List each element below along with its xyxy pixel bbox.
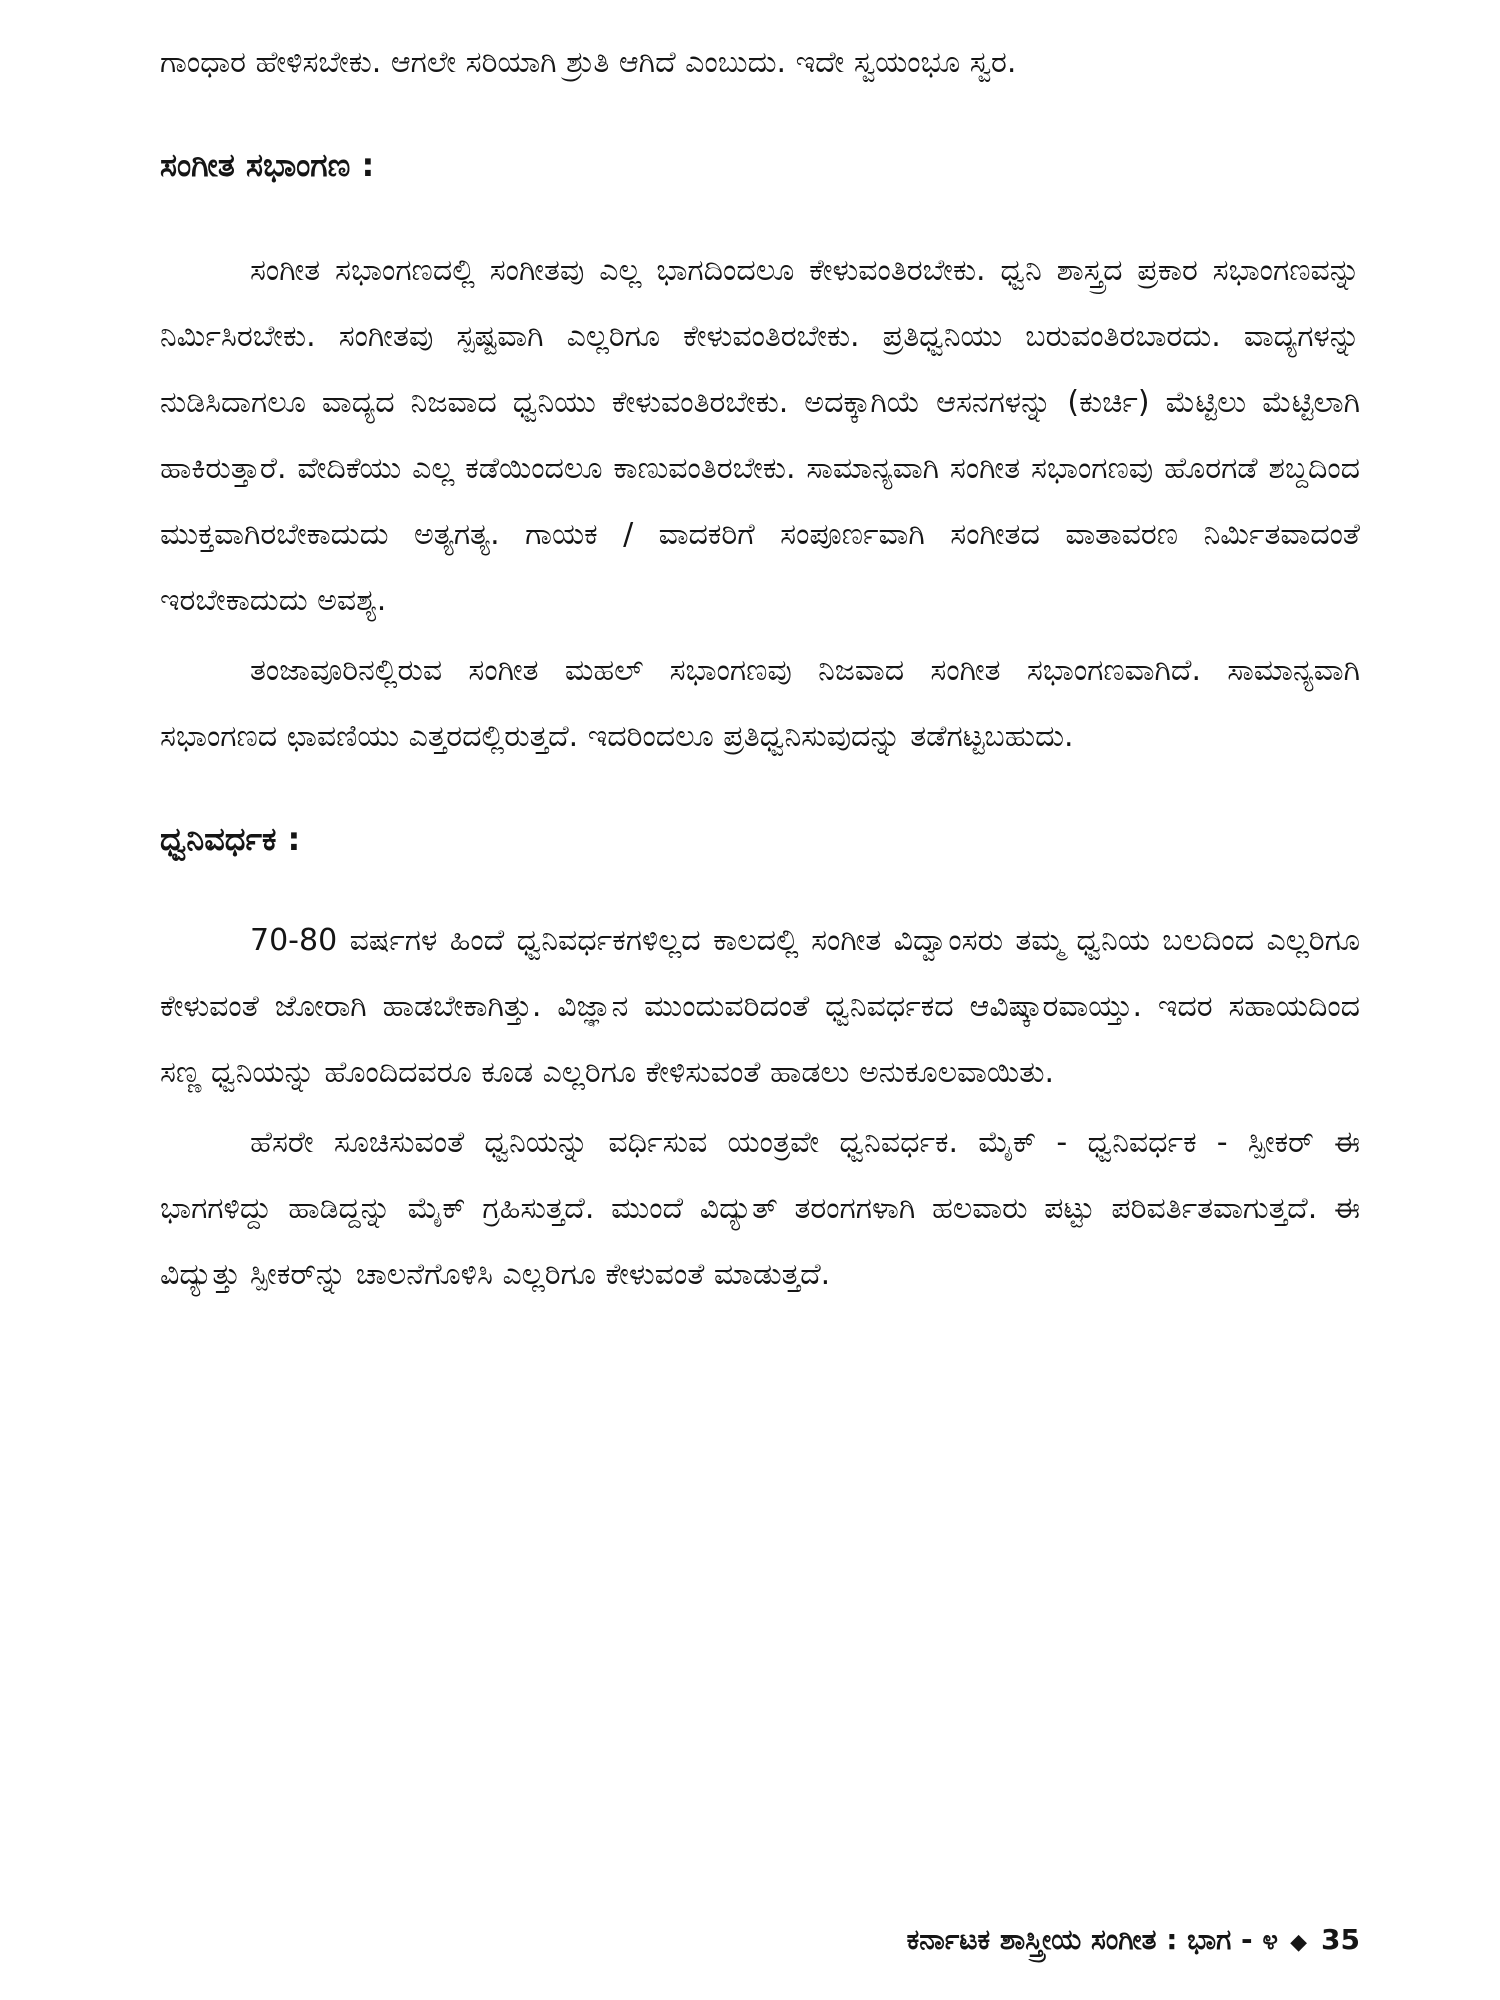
diamond-icon: ◆ <box>1290 1930 1308 1955</box>
page-footer <box>907 1920 1360 1963</box>
page-number: 35 <box>1321 1923 1360 1956</box>
paragraph: ತಂಜಾವೂರಿನಲ್ಲಿರುವ ಸಂಗೀತ ಮಹಲ್ ಸಭಾಂಗಣವು ನಿಜವಾದ ಸಂಗೀತ ಸಭಾಂಗಣವಾಗಿದೆ. ಸಾಮಾನ್ಯವಾಗಿ ಸಭಾಂಗಣದ ಛಾವಣಿಯು ಎತ್ತರದಲ್ಲಿರುತ್ತದೆ. ಇದರಿಂದಲೂ ಪ್ರತಿಧ್ವನಿಸುವುದನ್ನು ತಡೆಗಟ್ಟಬಹುದು. <box>160 653 1360 754</box>
paragraph: ಹೆಸರೇ ಸೂಚಿಸುವಂತೆ ಧ್ವನಿಯನ್ನು ವರ್ಧಿಸುವ ಯಂತ್ರವೇ ಧ್ವನಿವರ್ಧಕ. ಮೈಕ್ - ಧ್ವನಿವರ್ಧಕ - ಸ್ಪೀಕರ್ ಈ ಭಾಗಗಳಿದ್ದು ಹಾಡಿದ್ದನ್ನು ಮೈಕ್ ಗ್ರಹಿಸುತ್ತದೆ. ಮುಂದೆ ವಿದ್ಯುತ್ ತರಂಗಗಳಾಗಿ ಹಲವಾರು ಪಟ್ಟು ಪರಿವರ್ತಿತವಾಗುತ್ತದೆ. ಈ ವಿದ್ಯುತ್ತು ಸ್ಪೀಕರ್‌ನ್ನು ಚಾಲನೆಗೊಳಿಸಿ ಎಲ್ಲರಿಗೂ ಕೇಳುವಂತೆ ಮಾಡುತ್ತದೆ. <box>160 1125 1360 1292</box>
paragraph: ಸಂಗೀತ ಸಭಾಂಗಣದಲ್ಲಿ ಸಂಗೀತವು ಎಲ್ಲ ಭಾಗದಿಂದಲೂ ಕೇಳುವಂತಿರಬೇಕು. ಧ್ವನಿ ಶಾಸ್ತ್ರದ ಪ್ರಕಾರ ಸಭಾಂಗಣವನ್ನು ನಿರ್ಮಿಸಿರಬೇಕು. ಸಂಗೀತವು ಸ್ಪಷ್ಟವಾಗಿ ಎಲ್ಲರಿಗೂ ಕೇಳುವಂತಿರಬೇಕು. ಪ್ರತಿಧ್ವನಿಯು ಬರುವಂತಿರಬಾರದು. ವಾದ್ಯಗಳನ್ನು ನುಡಿಸಿದಾಗಲೂ ವಾದ್ಯದ ನಿಜವಾದ ಧ್ವನಿಯು ಕೇಳುವಂತಿರಬೇಕು. ಅದಕ್ಕಾಗಿಯೆ ಆಸನಗಳನ್ನು (ಕುರ್ಚಿ) ಮೆಟ್ಟಿಲು ಮೆಟ್ಟಿಲಾಗಿ ಹಾಕಿರುತ್ತಾರೆ. ವೇದಿಕೆಯು ಎಲ್ಲ ಕಡೆಯಿಂದಲೂ ಕಾಣುವಂತಿರಬೇಕು. ಸಾಮಾನ್ಯವಾಗಿ ಸಂಗೀತ ಸಭಾಂಗಣವು ಹೊರಗಡೆ ಶಬ್ದದಿಂದ ಮುಕ್ತವಾಗಿರಬೇಕಾದುದು ಅತ್ಯಗತ್ಯ. ಗಾಯಕ / ವಾದಕರಿಗೆ ಸಂಪೂರ್ಣವಾಗಿ ಸಂಗೀತದ ವಾತಾವರಣ ನಿರ್ಮಿತವಾದಂತೆ ಇರಬೇಕಾದುದು ಅವಶ್ಯ. <box>160 253 1360 618</box>
intro-paragraph: ಗಾಂಧಾರ ಹೇಳಿಸಬೇಕು. ಆಗಲೇ ಸರಿಯಾಗಿ ಶ್ರುತಿ ಆಗಿದೆ ಎಂಬುದು. ಇದೇ ಸ್ವಯಂಭೂ ಸ್ವರ. <box>160 45 1017 80</box>
footer-book-title: ಕರ್ನಾಟಕ ಶಾಸ್ತ್ರೀಯ ಸಂಗೀತ : ಭಾಗ - ೪ <box>906 1923 1279 1956</box>
section-heading-amplifier: ಧ್ವನಿವರ್ಧಕ : <box>160 820 301 858</box>
paragraph: 70-80 ವರ್ಷಗಳ ಹಿಂದೆ ಧ್ವನಿವರ್ಧಕಗಳಿಲ್ಲದ ಕಾಲದಲ್ಲಿ ಸಂಗೀತ ವಿದ್ವಾಂಸರು ತಮ್ಮ ಧ್ವನಿಯ ಬಲದಿಂದ ಎಲ್ಲರಿಗೂ ಕೇಳುವಂತೆ ಜೋರಾಗಿ ಹಾಡಬೇಕಾಗಿತ್ತು. ವಿಜ್ಞಾನ ಮುಂದುವರಿದಂತೆ ಧ್ವನಿವರ್ಧಕದ ಆವಿಷ್ಕಾರವಾಯ್ತು. ಇದರ ಸಹಾಯದಿಂದ ಸಣ್ಣ ಧ್ವನಿಯನ್ನು ಹೊಂದಿದವರೂ ಕೂಡ ಎಲ್ಲರಿಗೂ ಕೇಳಿಸುವಂತೆ ಹಾಡಲು ಅನುಕೂಲವಾಯಿತು. <box>160 923 1360 1090</box>
section-heading-concert-hall: ಸಂಗೀತ ಸಭಾಂಗಣ : <box>160 146 375 184</box>
document-page <box>160 30 1360 1308</box>
